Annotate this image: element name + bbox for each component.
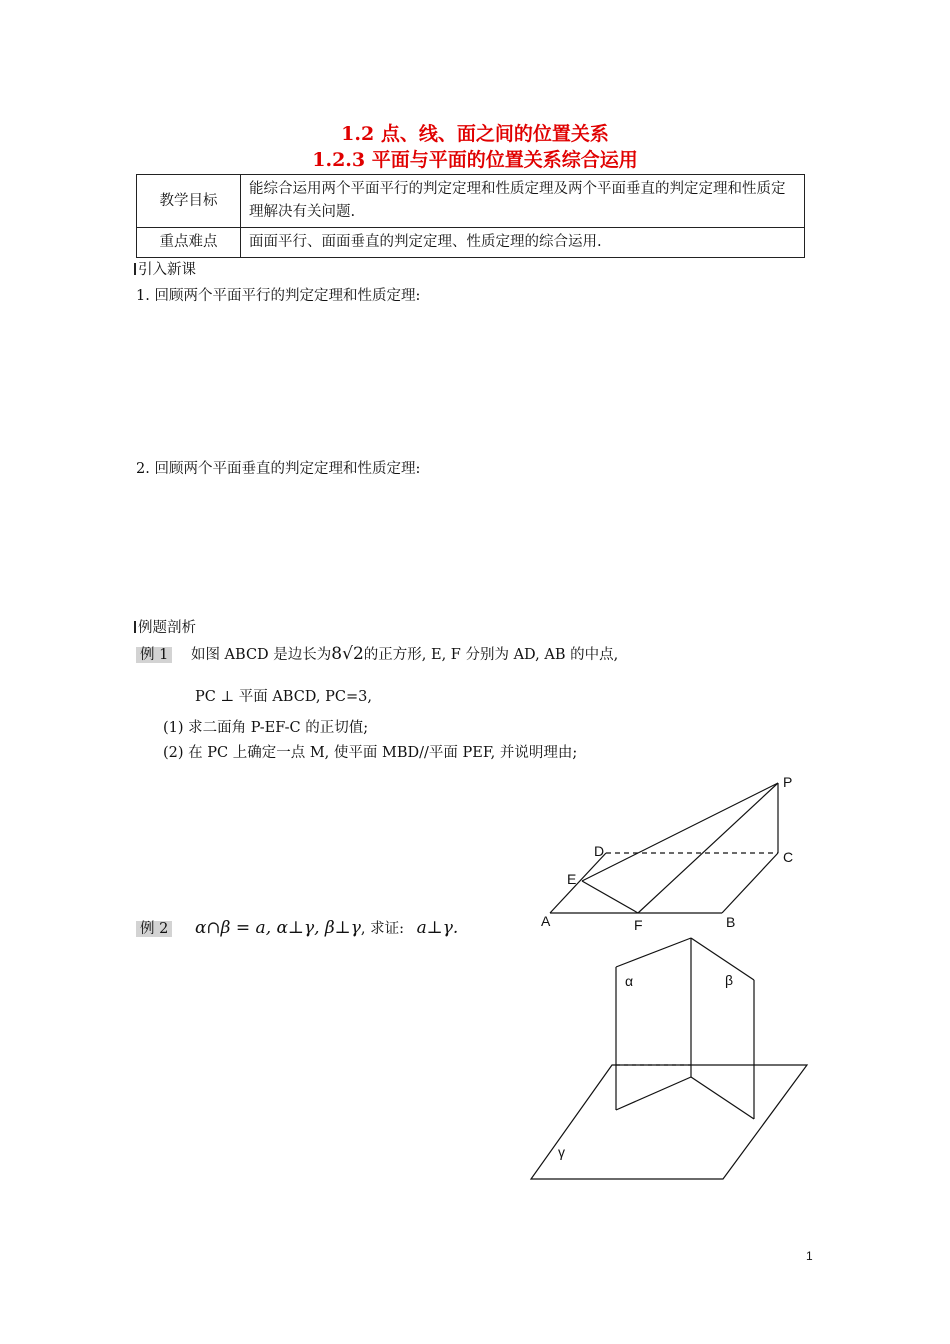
table-value: 面面平行、面面垂直的判定定理、性质定理的综合运用. (241, 228, 805, 258)
label-e: E (567, 871, 577, 887)
table-label: 教学目标 (137, 175, 241, 228)
page-number: 1 (806, 1249, 813, 1263)
example-2-tag: 例 2 (136, 921, 172, 937)
table-label: 重点难点 (137, 228, 241, 258)
review-item-2: 2. 回顾两个平面垂直的判定定理和性质定理: (136, 461, 421, 477)
page-subtitle: 1.2.3 平面与平面的位置关系综合运用 (312, 149, 638, 171)
example-2-prove-label: , 求证: (360, 921, 405, 937)
section-heading-examples: 例题剖析 (134, 618, 196, 638)
label-b: B (726, 914, 736, 930)
label-alpha: α (625, 973, 634, 989)
label-a: A (541, 913, 551, 929)
planes-figure (525, 930, 815, 1190)
label-gamma: γ (558, 1144, 565, 1160)
table-row (137, 175, 805, 228)
page-title: 1.2 点、线、面之间的位置关系 (341, 123, 609, 145)
example-1-tag: 例 1 (136, 647, 172, 663)
example-1-condition: PC ⊥ 平面 ABCD, PC=3, (195, 689, 372, 705)
label-beta: β (725, 972, 734, 988)
example-2-given: α∩β = a, α⊥γ, β⊥γ (194, 918, 361, 938)
example-2-line (136, 918, 458, 939)
table-value: 能综合运用两个平面平行的判定定理和性质定理及两个平面垂直的判定定理和性质定理解决有关问题. (241, 175, 805, 228)
example-2-conclusion: a⊥γ. (416, 918, 459, 938)
objectives-table (136, 174, 805, 258)
pyramid-figure (530, 765, 810, 945)
example-1-question-1: (1) 求二面角 P-EF-C 的正切值; (163, 720, 369, 736)
example-1-text: 如图 ABCD 是边长为 (190, 647, 332, 663)
label-d: D (594, 843, 605, 859)
example-1-text-cont: 的正方形, E, F 分别为 AD, AB 的中点, (363, 647, 619, 663)
example-1-line (136, 644, 618, 665)
table-row (137, 228, 805, 258)
section-heading-intro: 引入新课 (134, 260, 196, 280)
review-item-1: 1. 回顾两个平面平行的判定定理和性质定理: (136, 288, 421, 304)
label-p: P (783, 774, 793, 790)
side-length-math: 8√2 (331, 644, 364, 664)
example-1-question-2: (2) 在 PC 上确定一点 M, 使平面 MBD//平面 PEF, 并说明理由; (163, 745, 578, 761)
label-c: C (783, 849, 794, 865)
label-f: F (634, 917, 643, 933)
